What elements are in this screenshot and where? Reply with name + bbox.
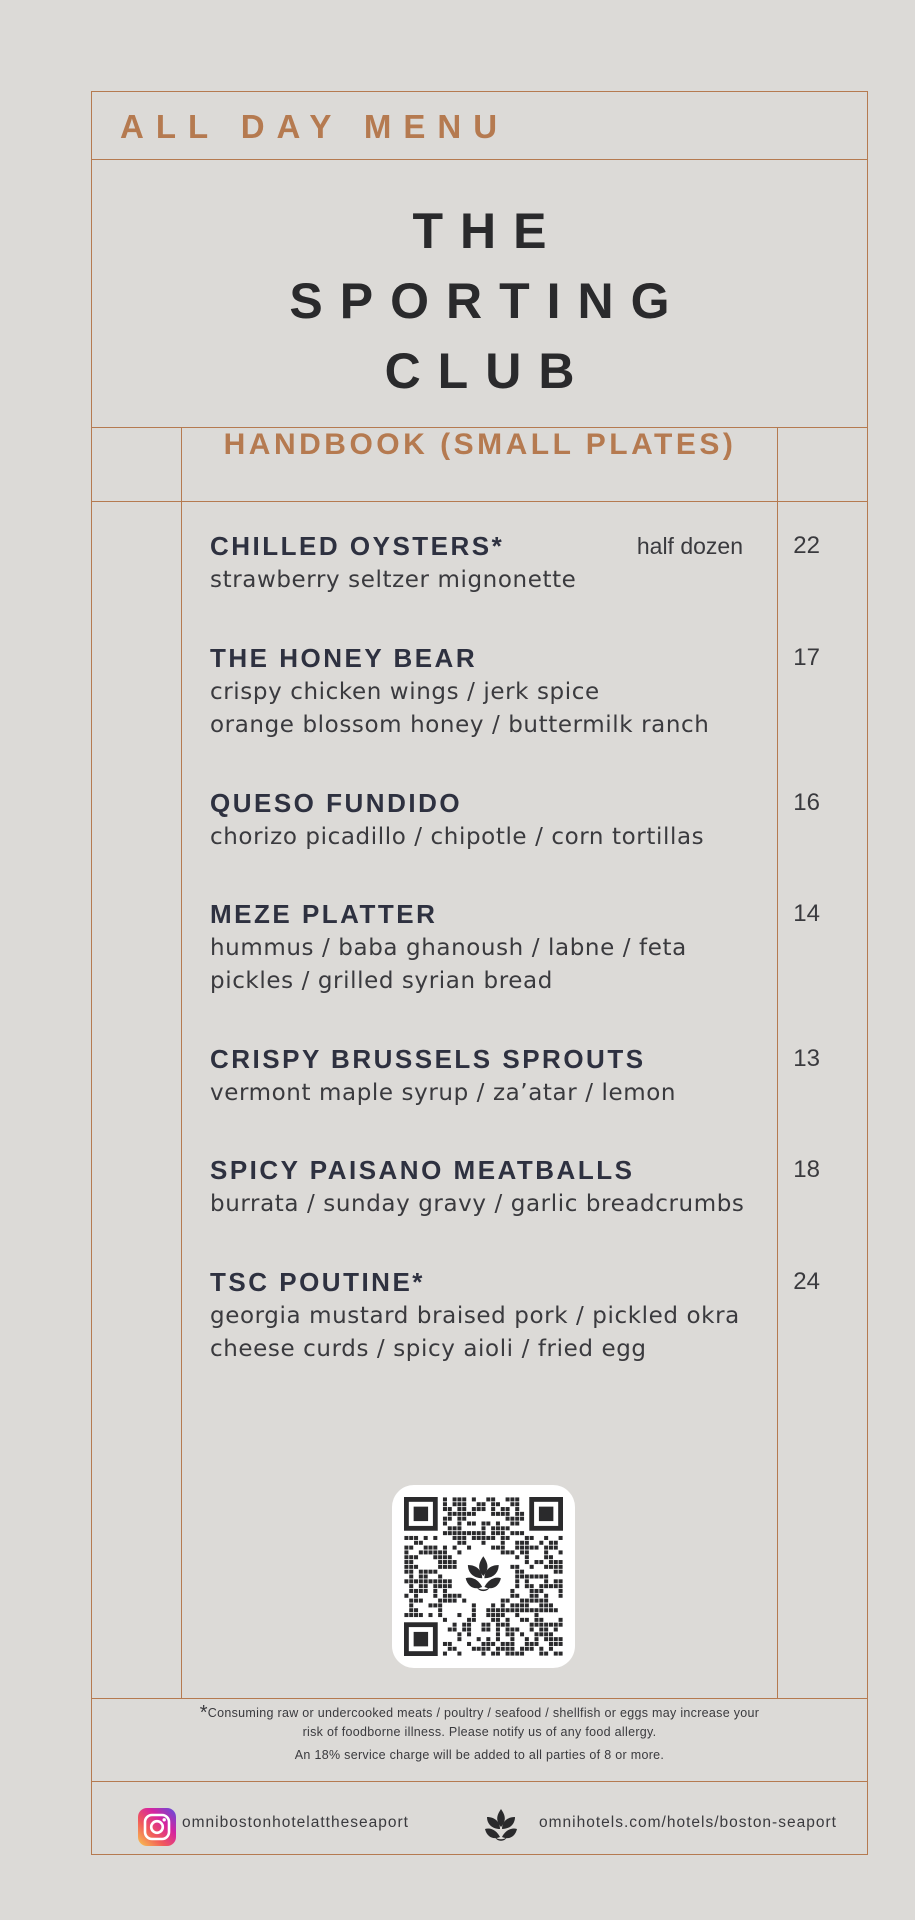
menu-frame bbox=[91, 91, 868, 1855]
item-name: CHILLED OYSTERS* bbox=[210, 531, 505, 561]
title-line: SPORTING bbox=[289, 273, 687, 329]
footer bbox=[92, 1800, 867, 1856]
divider bbox=[92, 1781, 867, 1782]
item-portion: half dozen bbox=[636, 533, 743, 559]
item-description bbox=[210, 1300, 850, 1366]
qr-code-icon bbox=[404, 1497, 563, 1656]
restaurant-title bbox=[92, 196, 867, 406]
item-name: QUESO FUNDIDO bbox=[210, 788, 463, 818]
item-name: MEZE PLATTER bbox=[210, 899, 438, 929]
item-description bbox=[210, 1077, 850, 1110]
item-price: 17 bbox=[793, 644, 820, 671]
menu-item bbox=[210, 896, 850, 998]
description-line: vermont maple syrup / za’atar / lemon bbox=[210, 1080, 677, 1106]
description-line: cheese curds / spicy aioli / fried egg bbox=[210, 1336, 647, 1362]
description-line: strawberry seltzer mignonette bbox=[210, 567, 577, 593]
item-price: 14 bbox=[793, 900, 820, 927]
item-description bbox=[210, 821, 850, 854]
divider bbox=[92, 501, 867, 502]
description-line: chorizo picadillo / chipotle / corn tortillas bbox=[210, 824, 705, 850]
title-line: CLUB bbox=[384, 343, 592, 399]
website-link[interactable]: omnihotels.com/hotels/boston-seaport bbox=[539, 1814, 837, 1831]
service-charge-note: An 18% service charge will be added to all parties of 8 or more. bbox=[294, 1748, 665, 1762]
item-name: THE HONEY BEAR bbox=[210, 643, 478, 673]
description-line: orange blossom honey / buttermilk ranch bbox=[210, 712, 710, 738]
instagram-icon[interactable] bbox=[138, 1808, 176, 1846]
disclaimer-line: risk of foodborne illness. Please notify us of any food allergy. bbox=[302, 1725, 657, 1739]
item-description bbox=[210, 1188, 850, 1221]
divider bbox=[92, 1698, 867, 1699]
menu-item bbox=[210, 1041, 850, 1110]
description-line: georgia mustard braised pork / pickled okra bbox=[210, 1303, 740, 1329]
item-price: 13 bbox=[793, 1045, 820, 1072]
item-name: TSC POUTINE* bbox=[210, 1267, 425, 1297]
menu-item bbox=[210, 1264, 850, 1366]
disclaimer-line: Consuming raw or undercooked meats / poultry / seafood / shellfish or eggs may increase your bbox=[207, 1706, 760, 1720]
qr-code[interactable] bbox=[392, 1485, 575, 1668]
item-price: 24 bbox=[793, 1268, 820, 1295]
menu-item bbox=[210, 640, 850, 742]
menu-label: ALL DAY MENU bbox=[120, 108, 510, 145]
item-description bbox=[210, 564, 850, 597]
description-line: crispy chicken wings / jerk spice bbox=[210, 679, 600, 705]
description-line: hummus / baba ghanoush / labne / feta bbox=[210, 935, 687, 961]
disclaimer bbox=[92, 1704, 867, 1765]
divider bbox=[92, 159, 867, 160]
asterisk: * bbox=[199, 1702, 208, 1724]
qr-finder-pattern bbox=[532, 1499, 561, 1528]
menu-item bbox=[210, 785, 850, 854]
qr-finder-pattern bbox=[406, 1499, 435, 1528]
qr-finder-pattern bbox=[406, 1625, 435, 1654]
description-line: burrata / sunday gravy / garlic breadcrumbs bbox=[210, 1191, 745, 1217]
menu-item bbox=[210, 1152, 850, 1221]
description-line: pickles / grilled syrian bread bbox=[210, 968, 553, 994]
column-rule bbox=[181, 427, 182, 1698]
item-description bbox=[210, 676, 850, 742]
menu-item bbox=[210, 528, 850, 597]
instagram-handle[interactable]: omnibostonhotelattheseaport bbox=[182, 1814, 409, 1831]
item-description bbox=[210, 932, 850, 998]
section-title: HANDBOOK (SMALL PLATES) bbox=[223, 428, 737, 461]
item-name: SPICY PAISANO MEATBALLS bbox=[210, 1155, 635, 1185]
item-price: 18 bbox=[793, 1156, 820, 1183]
qr-lotus-logo bbox=[466, 1556, 501, 1591]
item-price: 22 bbox=[793, 532, 820, 559]
item-name: CRISPY BRUSSELS SPROUTS bbox=[210, 1044, 646, 1074]
omni-lotus-icon bbox=[483, 1807, 519, 1845]
item-price: 16 bbox=[793, 789, 820, 816]
title-line: THE bbox=[412, 203, 564, 259]
